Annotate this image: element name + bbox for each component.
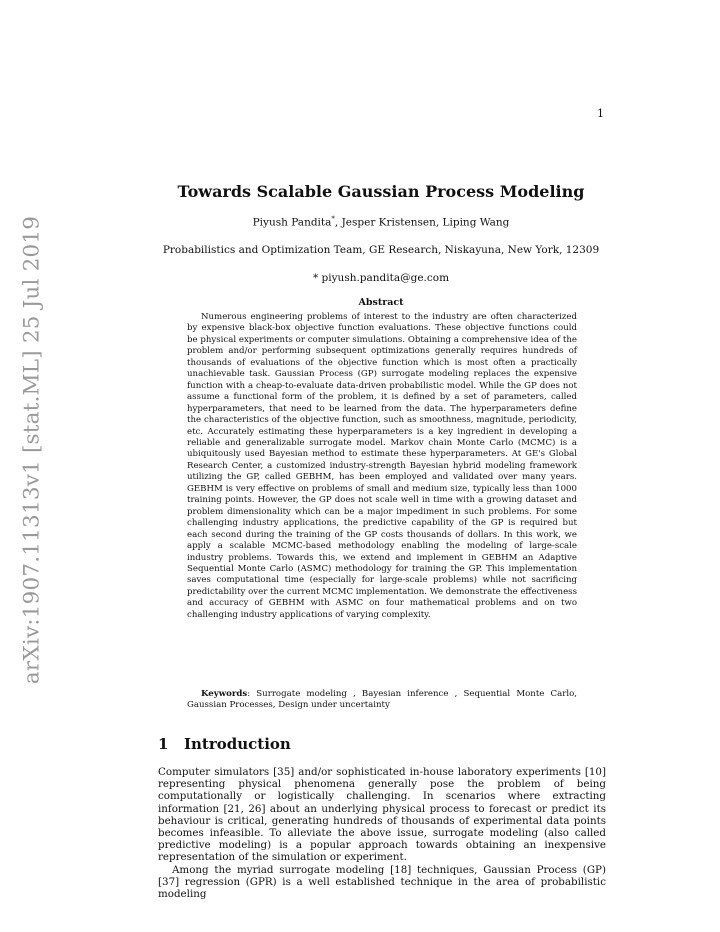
intro-paragraph: Computer simulators [35] and/or sophisticated in-house laboratory experiments [10] representing physical phenomena generally pose the problem of being computationally or logistically challenging. In scenarios where extracting information [21, 26] about an underlying physical process to forecast or predict its behaviour is critical, generating hundreds of thousands of experimental data points becomes infeasible. To alleviate the above issue, surrogate modeling (also called predictive modeling) is a popular approach towards obtaining an inexpensive representation of the simulation or experiment. xyxy=(158,766,606,864)
keywords-label: Keywords xyxy=(201,689,248,699)
keywords-line xyxy=(187,689,577,712)
other-authors: , Jesper Kristensen, Liping Wang xyxy=(334,216,510,229)
section-heading xyxy=(158,735,291,753)
introduction-body xyxy=(158,766,606,900)
section-title: Introduction xyxy=(184,735,291,753)
contact-email: * piyush.pandita@ge.com xyxy=(312,272,450,284)
abstract-text: Numerous engineering problems of interest to the industry are often characterized by expensive black-box objective function evaluations. These objective functions could be physical experiments or computer simulations. Obtaining a comprehensive idea of the problem and/or performing subsequent optimizations generally requires hundreds of thousands of evaluations of the objective function which is most often a practically unachievable task. Gaussian Process (GP) surrogate modeling replaces the expensive function with a cheap-to-evaluate data-driven probabilistic model. While the GP does not assume a functional form of the problem, it is defined by a set of parameters, called hyperparameters, that need to be learned from the data. The hyperparameters define the characteristics of the objective function, such as smoothness, magnitude, periodicity, etc. Accurately estimating these hyperparameters is a key ingredient in developing a reliable and generalizable surrogate model. Markov chain Monte Carlo (MCMC) is a ubiquitously used Bayesian method to estimate these hyperparameters. At GE's Global Research Center, a customized industry-strength Bayesian hybrid modeling framework utilizing the GP, called GEBHM, has been employed and validated over many years. GEBHM is very effective on problems of small and medium size, typically less than 1000 training points. However, the GP does not scale well in time with a growing dataset and problem dimensionality which can be a major impediment in such problems. For some challenging industry applications, the predictive capability of the GP is required but each second during the training of the GP costs thousands of dollars. In this work, we apply a scalable MCMC-based methodology enabling the modeling of large-scale industry problems. Towards this, we extend and implement in GEBHM an Adaptive Sequential Monte Carlo (ASMC) methodology for training the GP. This implementation saves computational time (especially for large-scale problems) while not sacrificing predictability over the current MCMC implementation. We demonstrate the effectiveness and accuracy of GEBHM with ASMC on four mathematical problems and on two challenging industry applications of varying complexity. xyxy=(187,312,577,620)
keywords-text: : Surrogate modeling , Bayesian inference , Sequential Monte Carlo, Gaussian Processes, Design under uncertainty xyxy=(187,689,577,711)
affiliation: Probabilistics and Optimization Team, GE Research, Niskayuna, New York, 12309 xyxy=(162,244,600,256)
first-author: Piyush Pandita xyxy=(252,216,332,229)
page-number: 1 xyxy=(597,107,604,120)
abstract-heading: Abstract xyxy=(358,297,404,308)
intro-paragraph: Among the myriad surrogate modeling [18] techniques, Gaussian Process (GP) [37] regression (GPR) is a well established technique in the area of probabilistic modeling xyxy=(158,863,606,901)
arxiv-sidebar xyxy=(19,215,45,685)
paper-title: Towards Scalable Gaussian Process Modeling xyxy=(177,182,585,201)
section-number: 1 xyxy=(158,735,169,753)
author-list xyxy=(150,215,612,229)
arxiv-identifier: arXiv:1907.11313v1 [stat.ML] 25 Jul 2019 xyxy=(19,215,45,685)
corresponding-author-mark: * xyxy=(331,215,335,223)
